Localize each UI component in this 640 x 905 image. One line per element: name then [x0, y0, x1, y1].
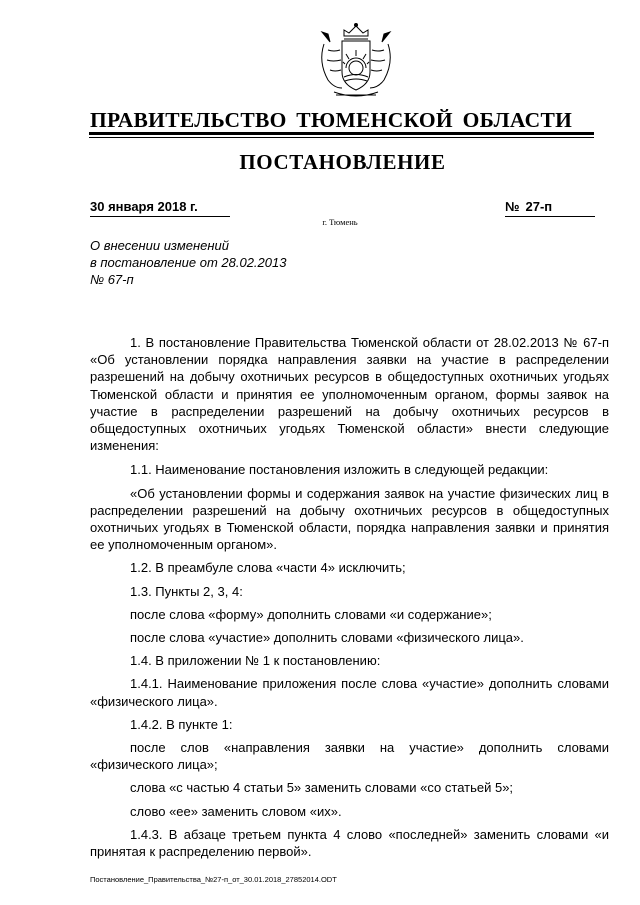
paragraph: 1.3. Пункты 2, 3, 4: — [130, 583, 243, 599]
subject-line: в постановление от 28.02.2013 — [90, 255, 287, 270]
paragraph: слова «с частью 4 статьи 5» заменить словами «со статьей 5»; — [130, 780, 514, 796]
city-label: г. Тюмень — [322, 217, 358, 227]
document-type: ПОСТАНОВЛЕНИЕ — [239, 150, 446, 174]
number-sign: № — [505, 199, 520, 214]
file-footer: Постановление_Правительства_№27-п_от_30.01.2018_27852014.ODT — [90, 875, 337, 884]
paragraph: 1.4.1. Наименование приложения после слова «участие» дополнить словами «физического лица». — [90, 676, 609, 709]
document-number: 27-п — [525, 199, 553, 214]
paragraph: 1.4. В приложении № 1 к постановлению: — [130, 653, 381, 669]
subject-line: № 67-п — [90, 272, 134, 287]
paragraph: слово «ее» заменить словом «их». — [130, 803, 342, 819]
date-field — [90, 198, 230, 217]
paragraph: после слов «направления заявки на участие» дополнить словами «физического лица»; — [90, 740, 609, 773]
paragraph: 1.4.3. В абзаце третьем пункта 4 слово «последней» заменить словами «и принятая к распределению первой». — [90, 826, 609, 860]
paragraph: 1.4.2. В пункте 1: — [130, 716, 233, 732]
document-body — [90, 334, 609, 866]
subject-line: О внесении изменений — [90, 238, 229, 253]
document-date: 30 января 2018 г. — [90, 199, 198, 214]
document-subject — [90, 237, 350, 288]
paragraph: 1.2. В преамбуле слова «части 4» исключить; — [130, 560, 406, 576]
coat-of-arms-icon — [314, 22, 398, 100]
paragraph: «Об установлении формы и содержания заявок на участие физических лиц в распределении разрешений на добычу охотничьих ресурсов в общедоступных охотничьих угодьях в Тюменской области, порядка направления заявки и принятия ее уполномоченным органом». — [90, 485, 609, 553]
paragraph: 1.1. Наименование постановления изложить в следующей редакции: — [130, 462, 549, 478]
title-rule-thin — [89, 137, 594, 138]
government-title: ПРАВИТЕЛЬСТВО ТЮМЕНСКОЙ ОБЛАСТИ — [90, 108, 573, 132]
paragraph: 1. В постановление Правительства Тюменской области от 28.02.2013 № 67-п «Об установлении порядка направления заявки на участие в распределении разрешений на добычу охотничьих ресурсов в общедоступных охотничьих угодьях Тюменской области и принятия ее уполномоченным органом, формы заявок на участие в распределении разрешений на добычу охотничьих ресурсов в общедоступных охотничьих угодьях Тюменской области» внести следующие изменения: — [90, 335, 609, 454]
paragraph: после слова «участие» дополнить словами «физического лица». — [130, 630, 524, 646]
number-field — [505, 198, 595, 217]
paragraph: после слова «форму» дополнить словами «и содержание»; — [130, 606, 492, 622]
title-rule-thick — [89, 132, 594, 135]
